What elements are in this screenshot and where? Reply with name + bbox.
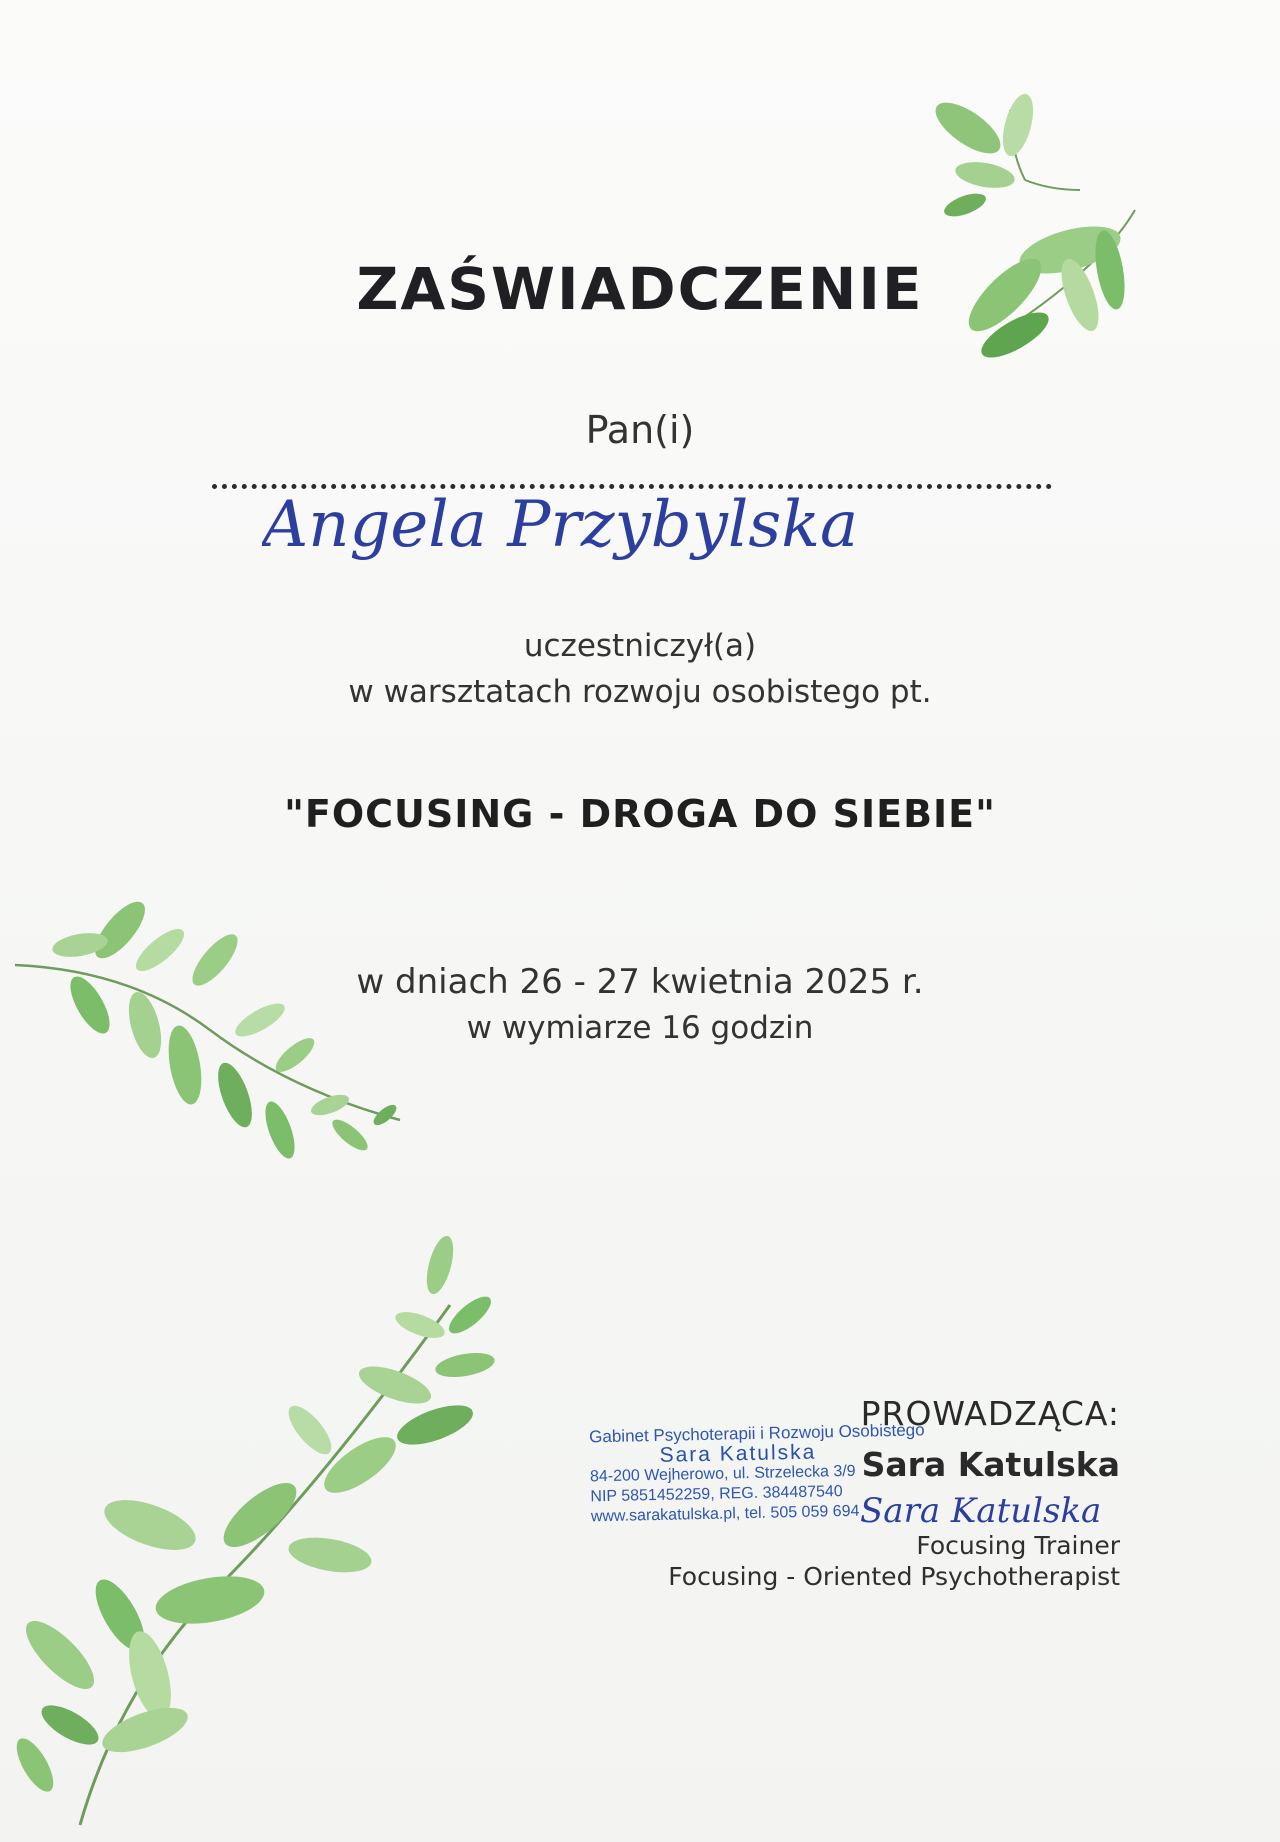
hours-line: w wymiarze 16 godzin <box>466 1010 814 1046</box>
participant-name-handwritten <box>262 488 882 628</box>
leader-name: Sara Katulska <box>861 1445 1120 1484</box>
stamp-line-4: NIP 5851452259, REG. 384487540 <box>590 1483 843 1506</box>
leaves-top-right <box>900 80 1150 380</box>
certificate-title: ZAŚWIADCZENIE <box>356 255 924 323</box>
stamp-line-5: www.sarakatulska.pl, tel. 505 059 694 <box>590 1502 860 1526</box>
workshop-line: w warsztatach rozwoju osobistego pt. <box>348 674 932 710</box>
leader-role-1: Focusing Trainer <box>916 1531 1120 1560</box>
participation-line: uczestniczył(a) <box>523 628 757 664</box>
salutation: Pan(i) <box>585 408 695 452</box>
dates-line: w dniach 26 - 27 kwietnia 2025 r. <box>356 962 924 1002</box>
leaves-bottom-left <box>10 1225 510 1835</box>
stamp-line-1: Gabinet Psychoterapii i Rozwoju Osobistego <box>588 1420 925 1447</box>
signature-text: Sara Katulska <box>860 1491 1102 1531</box>
participant-name: Angela Przybylska <box>262 488 859 562</box>
course-title: "FOCUSING - DROGA DO SIEBIE" <box>284 792 996 836</box>
stamp-line-2: Sara Katulska <box>659 1440 817 1467</box>
leader-label: PROWADZĄCA: <box>860 1394 1120 1433</box>
leader-role-2: Focusing - Oriented Psychotherapist <box>668 1562 1120 1591</box>
stamp-line-3: 84-200 Wejherowo, ul. Strzelecka 3/9 <box>589 1462 856 1486</box>
